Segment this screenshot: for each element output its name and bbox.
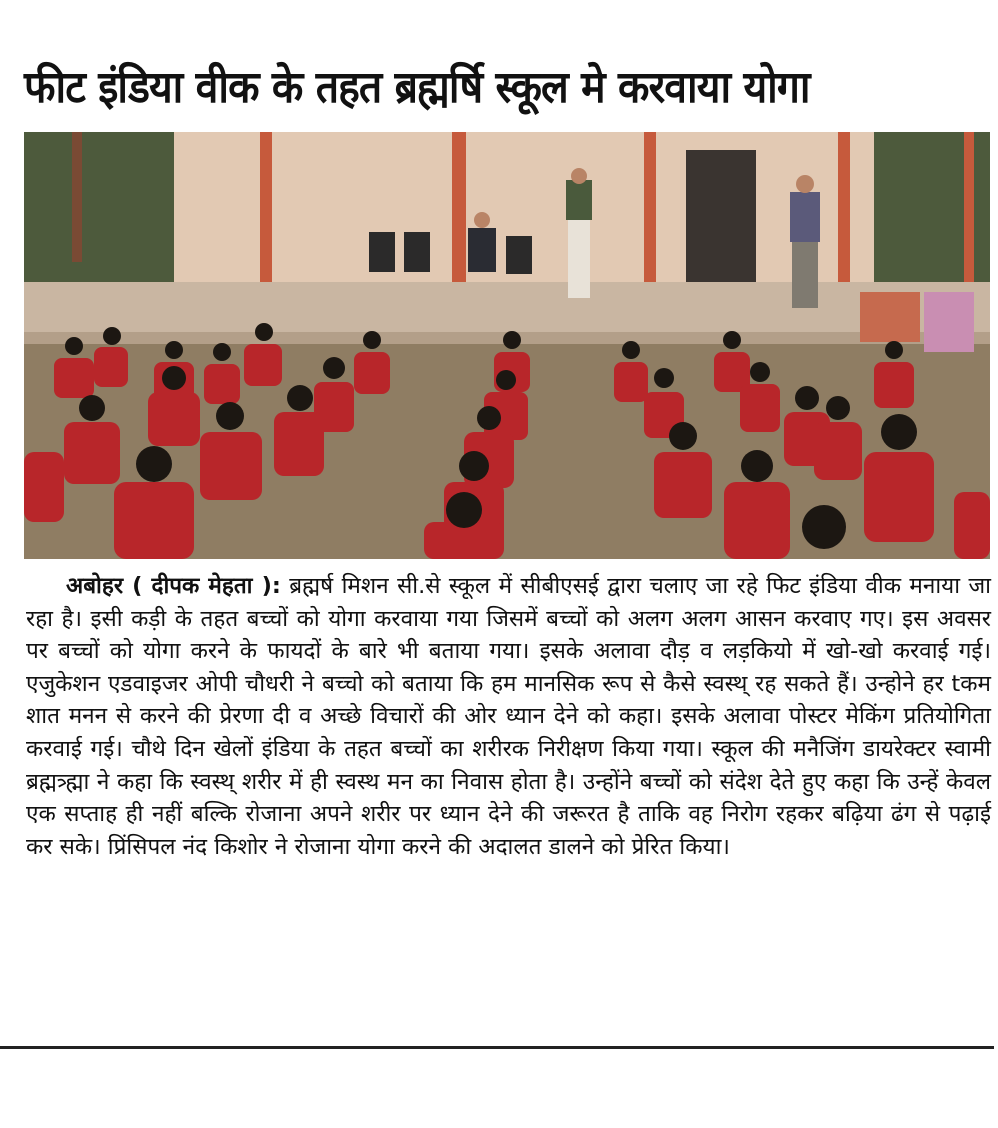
- photo-doorway: [686, 150, 756, 290]
- photo-seated-head: [474, 212, 490, 228]
- article-body: [26, 570, 991, 863]
- column-rule: [0, 1046, 994, 1049]
- photo-standing-head: [796, 175, 814, 193]
- photo-seated-woman: [860, 292, 920, 342]
- article-text: ब्रह्मर्ष मिशन सी.से स्कूल में सीबीएसई द्वारा चलाए जा रहे फिट इंडिया वीक मनाया जा रहा है। इसी कड़ी के तहत बच्चों को योगा करवाया गया जिसमें बच्चों को अलग अलग आसन करवाए गए। इस अवसर पर बच्चों को योगा करने के फायदों के बारे भी बताया गया। इसके अलावा दौड़ व लड़कियो में खो-खो करवाई गई। एजुकेशन एडवाइजर ओपी चौधरी ने बच्चो को बताया कि हम मानसिक रूप से कैसे स्वस्थ् रह सकते हैं। उन्होने हर tकम शात मनन से करने की प्रेरणा दी व अच्छे विचारों की ओर ध्यान देने को कहा। इसके अलावा पोस्टर मेकिंग प्रतियोगिता करवाई गई। चौथे दिन खेलों इंडिया के तहत बच्चों का शरीरक निरीक्षण किया गया। स्कूल की मनैजिंग डायरेक्टर स्वामी ब्रह्मत्र्ह्मा ने कहा कि स्वस्थ् शरीर में ही स्वस्थ मन का निवास होता है। उन्होंने बच्चों को संदेश देते हुए कहा कि उन्हें केवल एक सप्ताह ही नहीं बल्कि रोजाना अपने शरीर पर ध्यान देने की जरूरत है ताकि वह निरोग रहकर बढ़िया ढंग से पढ़ाई कर सके। प्रिंसिपल नंद किशोर ने रोजाना योगा करने की अदालत डालने को प्रेरित किया।: [26, 573, 992, 860]
- byline: अबोहर ( दीपक मेहता ):: [66, 573, 281, 599]
- photo-chair: [369, 232, 395, 272]
- photo-pillar: [452, 132, 466, 307]
- photo-pillar: [964, 132, 974, 297]
- yoga-class-photo: [24, 132, 990, 559]
- photo-chair: [404, 232, 430, 272]
- photo-standing-legs: [792, 242, 818, 308]
- photo-standing-man: [790, 192, 820, 242]
- photo-seated-woman: [924, 292, 974, 352]
- photo-pillar: [260, 132, 272, 302]
- photo-chair: [506, 236, 532, 274]
- photo-seated-person: [468, 228, 496, 272]
- photo-pillar: [644, 132, 656, 307]
- photo-pillar: [72, 132, 82, 262]
- photo-speaker-head: [571, 168, 587, 184]
- photo-speaker-legs: [568, 220, 590, 298]
- photo-speaker: [566, 180, 592, 220]
- news-photo: [24, 132, 990, 559]
- headline: फीट इंडिया वीक के तहत ब्रह्मर्षि स्कूल मे करवाया योगा: [24, 62, 810, 113]
